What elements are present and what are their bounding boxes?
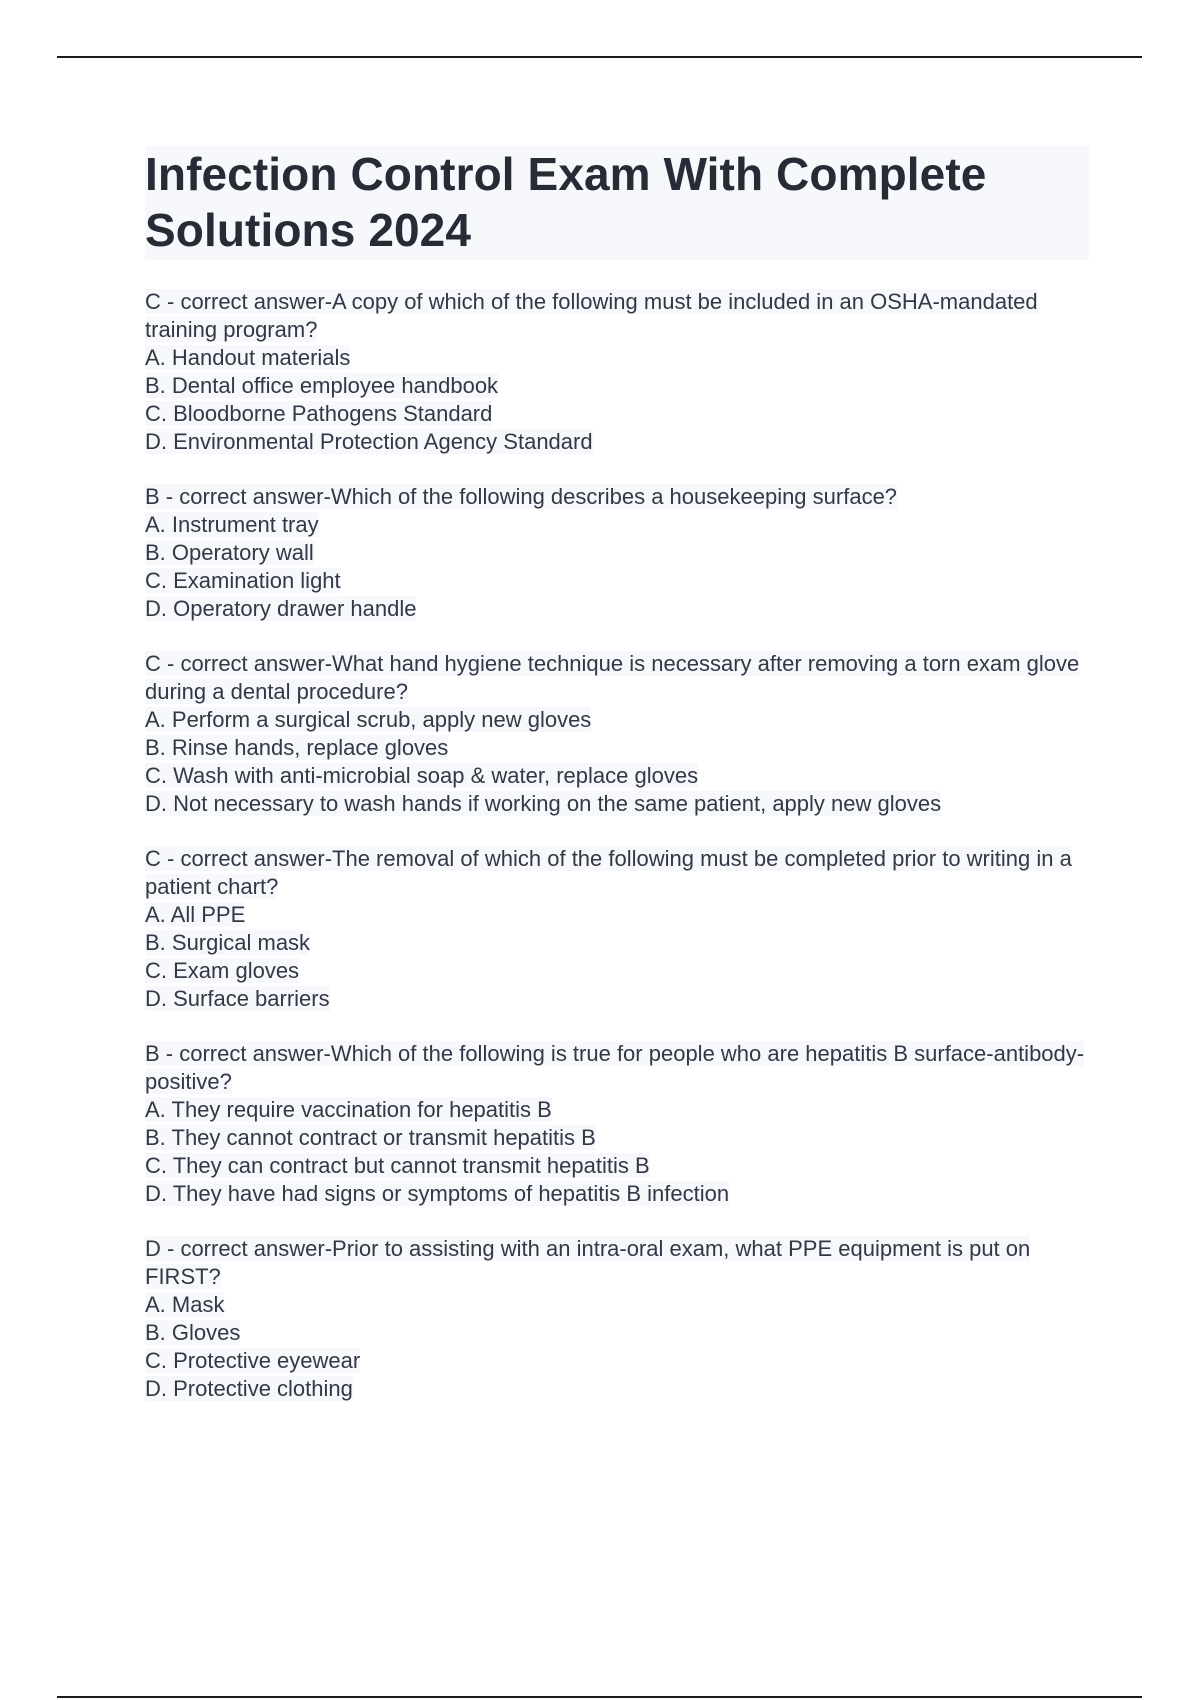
question-5 bbox=[145, 1040, 1089, 1208]
question-6 bbox=[145, 1235, 1089, 1403]
answer-option: C. Examination light bbox=[145, 568, 341, 593]
answer-option: C. Exam gloves bbox=[145, 958, 300, 983]
document-title: Infection Control Exam With Complete Solutions 2024 bbox=[145, 146, 1089, 260]
answer-option: A. Handout materials bbox=[145, 345, 351, 370]
answer-option: C. They can contract but cannot transmit hepatitis B bbox=[145, 1153, 650, 1178]
answer-option: D. They have had signs or symptoms of hepatitis B infection bbox=[145, 1181, 730, 1206]
question-text: B - correct answer-Which of the following describes a housekeeping surface? bbox=[145, 484, 898, 509]
answer-option: D. Not necessary to wash hands if working on the same patient, apply new gloves bbox=[145, 791, 942, 816]
answer-option: D. Surface barriers bbox=[145, 986, 330, 1011]
answer-option: B. Gloves bbox=[145, 1320, 241, 1345]
answer-option: A. They require vaccination for hepatitis B bbox=[145, 1097, 552, 1122]
answer-option: D. Protective clothing bbox=[145, 1376, 353, 1401]
answer-option: A. Perform a surgical scrub, apply new gloves bbox=[145, 707, 592, 732]
answer-option: A. Mask bbox=[145, 1292, 225, 1317]
document-body bbox=[145, 146, 1089, 1430]
question-text: B - correct answer-Which of the following is true for people who are hepatitis B surface-antibody-positive? bbox=[145, 1041, 1085, 1094]
answer-option: A. All PPE bbox=[145, 902, 246, 927]
question-list bbox=[145, 288, 1089, 1403]
answer-option: B. Dental office employee handbook bbox=[145, 373, 499, 398]
question-1 bbox=[145, 288, 1089, 456]
question-4 bbox=[145, 845, 1089, 1013]
answer-option: B. They cannot contract or transmit hepatitis B bbox=[145, 1125, 596, 1150]
answer-option: A. Instrument tray bbox=[145, 512, 319, 537]
answer-option: B. Rinse hands, replace gloves bbox=[145, 735, 449, 760]
top-rule bbox=[57, 56, 1142, 58]
question-text: C - correct answer-The removal of which of the following must be completed prior to writing in a patient chart? bbox=[145, 846, 1072, 899]
answer-option: D. Operatory drawer handle bbox=[145, 596, 417, 621]
question-text: C - correct answer-What hand hygiene technique is necessary after removing a torn exam glove during a dental procedure? bbox=[145, 651, 1080, 704]
answer-option: C. Bloodborne Pathogens Standard bbox=[145, 401, 493, 426]
answer-option: B. Operatory wall bbox=[145, 540, 314, 565]
answer-option: C. Protective eyewear bbox=[145, 1348, 361, 1373]
bottom-rule bbox=[57, 1696, 1142, 1698]
question-text: D - correct answer-Prior to assisting with an intra-oral exam, what PPE equipment is put on FIRST? bbox=[145, 1236, 1031, 1289]
answer-option: C. Wash with anti-microbial soap & water, replace gloves bbox=[145, 763, 699, 788]
question-3 bbox=[145, 650, 1089, 818]
question-2 bbox=[145, 483, 1089, 623]
answer-option: D. Environmental Protection Agency Standard bbox=[145, 429, 593, 454]
answer-option: B. Surgical mask bbox=[145, 930, 311, 955]
question-text: C - correct answer-A copy of which of the following must be included in an OSHA-mandated training program? bbox=[145, 289, 1038, 342]
